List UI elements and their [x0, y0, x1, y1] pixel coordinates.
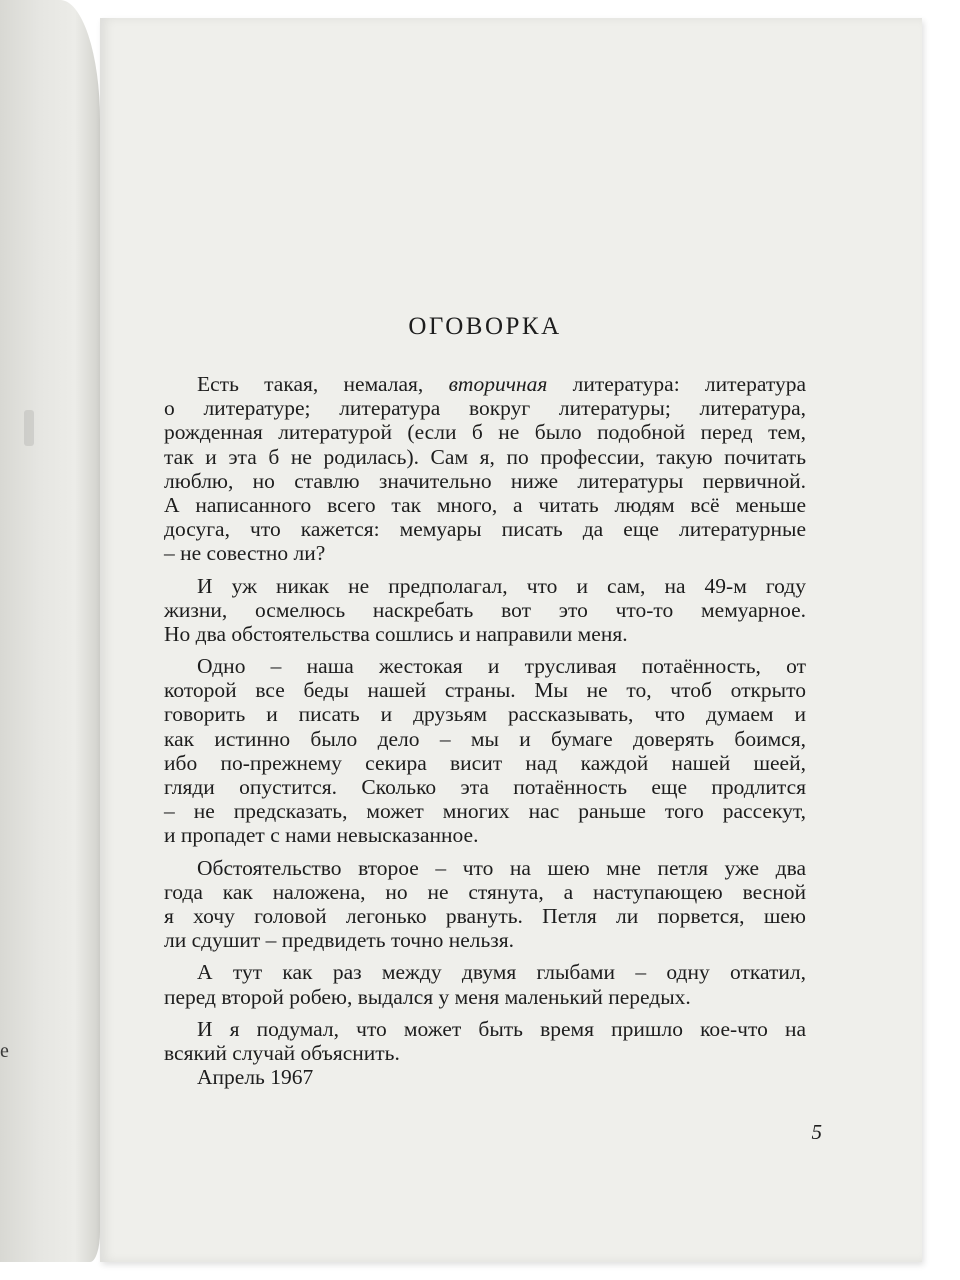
text-line: перед второй робею, выдался у меня маленький передых. — [164, 984, 691, 1009]
text-line: И уж никак не предполагал, что и сам, на 49-м году — [197, 573, 806, 598]
text-line: говорить и писать и друзьям рассказывать, что думаем и — [164, 702, 806, 727]
text-line: Есть такая, немалая, вторичная литература: литература — [197, 372, 806, 396]
page-title: ОГОВОРКА — [408, 313, 562, 340]
left-page-text-fragment: e — [0, 1040, 9, 1062]
text-line: Но два обстоятельства сошлись и направили меня. — [164, 621, 628, 646]
text-line: досуга, что кажется: мемуары писать да еще литературные — [164, 517, 806, 542]
text-line: рожденная литературой (если б не было подобной перед тем, — [164, 420, 806, 445]
text-line: ибо по-прежнему секира висит над каждой нашей шеей, — [164, 750, 806, 775]
text-line: – не предсказать, может многих нас раньше того рассекут, — [164, 799, 806, 824]
text-line: А написанного всего так много, а читать людям всё меньше — [164, 492, 806, 517]
left-page-edge — [0, 0, 100, 1262]
text-line: ли сдушит – предвидеть точно нельзя. — [164, 928, 515, 953]
text-line: я хочу головой легонько рвануть. Петля ли порвется, шею — [164, 903, 806, 928]
text-line: года как наложена, но не стянута, а наступающею весной — [164, 879, 806, 904]
text-line: как истинно было дело – мы и бумаге доверять боимся, — [164, 726, 806, 751]
text-line: И я подумал, что может быть время пришло кое-что на — [197, 1016, 806, 1041]
text-line: А тут как раз между двумя глыбами – одну откатил, — [197, 960, 806, 985]
left-page-mark — [24, 410, 34, 446]
body-text — [164, 372, 806, 1065]
text-line: – не совестно ли? — [164, 541, 326, 566]
text-line: гляди опустится. Сколько эта потаённость еще продлится — [164, 775, 806, 799]
text-line: Обстоятельство второе – что на шею мне петля уже два — [197, 855, 806, 880]
date-line: Апрель 1967 — [197, 1065, 314, 1089]
emphasis-word: вторичная — [448, 372, 548, 396]
text-line: которой все беды нашей страны. Мы не то, чтоб открыто — [164, 678, 806, 703]
text-line: жизни, осмелюсь наскребать вот это что-то мемуарное. — [164, 597, 806, 622]
page-number: 5 — [811, 1120, 822, 1144]
book-page — [100, 18, 922, 1262]
text-line: так и эта б не родилась). Сам я, по профессии, такую почитать — [164, 444, 806, 469]
text-line: всякий случай объяснить. — [164, 1040, 400, 1065]
text-line: Одно – наша жестокая и трусливая потаённость, от — [197, 654, 806, 679]
text-line: и пропадет с нами невысказанное. — [164, 823, 479, 848]
text-line: о литературе; литература вокруг литературы; литература, — [164, 396, 806, 421]
text-line: люблю, но ставлю значительно ниже литературы первичной. — [164, 468, 806, 493]
